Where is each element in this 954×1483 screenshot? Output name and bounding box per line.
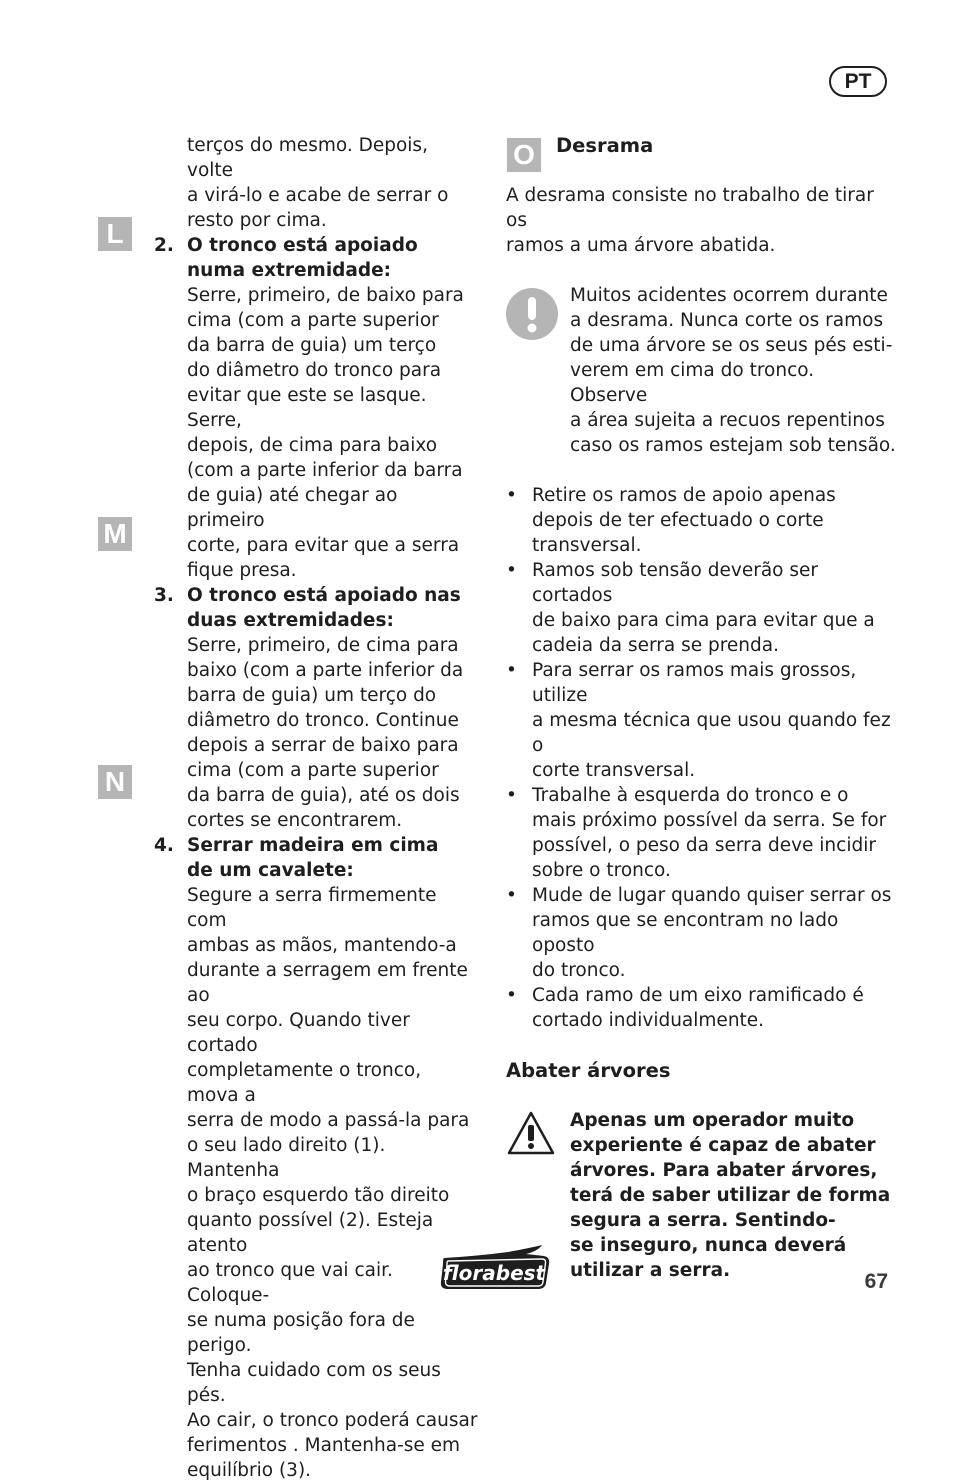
- list-item: [506, 658, 896, 783]
- text-line: o seu lado direito (1). Mantenha: [187, 1135, 386, 1181]
- step-4: [150, 833, 478, 1483]
- text-line: transversal.: [532, 535, 642, 556]
- text-line: a desrama. Nunca corte os ramos: [570, 310, 884, 331]
- text-line: cortes se encontrarem.: [187, 810, 403, 831]
- text-line: árvores. Para abater árvores,: [570, 1160, 878, 1181]
- text-line: Muitos acidentes ocorrem durante: [570, 285, 888, 306]
- text-line: depois a serrar de baixo para: [187, 735, 459, 756]
- step-title: O tronco está apoiado: [187, 235, 418, 256]
- text-line: • Mude de lugar quando quiser serrar os: [532, 885, 892, 906]
- text-line: o braço esquerdo tão direito: [187, 1185, 450, 1206]
- text-line: equilíbrio (3).: [187, 1460, 312, 1481]
- warning-triangle-icon: [506, 1110, 556, 1163]
- section-title-desrama: Desrama: [556, 134, 654, 157]
- text-line: completamente o tronco, mova a: [187, 1060, 422, 1106]
- exclamation-icon: [506, 288, 558, 347]
- warning-note: [506, 283, 896, 458]
- florabest-logo: [438, 1244, 552, 1296]
- step-title: de um cavalete:: [187, 860, 354, 881]
- text-line: cima (com a parte superior: [187, 760, 439, 781]
- text-line: da barra de guia), até os dois: [187, 785, 460, 806]
- text-line: diâmetro do tronco. Continue: [187, 710, 459, 731]
- marker-m: M: [98, 517, 132, 551]
- page-number: 67: [864, 1270, 888, 1293]
- text-line: da barra de guia) um terço: [187, 335, 437, 356]
- list-item: [506, 883, 896, 983]
- text-line: corte transversal.: [532, 760, 696, 781]
- language-badge: PT: [829, 66, 887, 97]
- text-line: caso os ramos estejam sob tensão.: [570, 435, 896, 456]
- text-line: segura a serra. Sentindo-: [570, 1210, 836, 1231]
- text-line: • Cada ramo de um eixo ramificado é: [532, 985, 864, 1006]
- step-number: 3.: [154, 585, 174, 606]
- step-title: O tronco está apoiado nas: [187, 585, 461, 606]
- text-line: se inseguro, nunca deverá: [570, 1235, 847, 1256]
- step-2: [150, 233, 478, 583]
- text-line: utilizar a serra.: [570, 1260, 731, 1281]
- text-line: Ao cair, o tronco poderá causar: [187, 1410, 478, 1431]
- text-line: durante a serragem em frente ao: [187, 960, 468, 1006]
- marker-o: O: [507, 138, 541, 172]
- text-line: se numa posição fora de perigo.: [187, 1310, 415, 1356]
- text-line: terá de saber utilizar de forma: [570, 1185, 891, 1206]
- text-line: • Retire os ramos de apoio apenas: [532, 485, 836, 506]
- list-item: [506, 483, 896, 558]
- step-number: 2.: [154, 235, 174, 256]
- right-column: [506, 133, 896, 1283]
- text-line: de baixo para cima para evitar que a: [532, 610, 875, 631]
- text-line: ferimentos . Mantenha-se em: [187, 1435, 461, 1456]
- text-line: serra de modo a passá-la para: [187, 1110, 470, 1131]
- text-line: Apenas um operador muito: [570, 1110, 855, 1131]
- text-line: do diâmetro do tronco para: [187, 360, 442, 381]
- text-line: cima (com a parte superior: [187, 310, 439, 331]
- logo-text: florabest: [442, 1261, 546, 1285]
- text-line: experiente é capaz de abater: [570, 1135, 876, 1156]
- text-line: verem em cima do tronco. Observe: [570, 360, 815, 406]
- text-line: Segure a serra firmemente com: [187, 885, 437, 931]
- step-number: 4.: [154, 835, 174, 856]
- list-item: [506, 558, 896, 658]
- text-line: depois de ter efectuado o corte: [532, 510, 824, 531]
- text-line: a mesma técnica que usou quando fez o: [532, 710, 891, 756]
- bullet-list: [506, 483, 896, 1033]
- text-line: ao tronco que vai cair. Coloque-: [187, 1260, 393, 1306]
- left-column: [150, 133, 478, 1483]
- text-line: a área sujeita a recuos repentinos: [570, 410, 885, 431]
- text-line: baixo (com a parte inferior da: [187, 660, 464, 681]
- section-title-abater: Abater árvores: [506, 1059, 671, 1082]
- step-3: [150, 583, 478, 833]
- text-line: depois, de cima para baixo: [187, 435, 438, 456]
- text-line: ramos a uma árvore abatida.: [506, 235, 776, 256]
- text-line: Tenha cuidado com os seus pés.: [187, 1360, 441, 1406]
- text-line: • Trabalhe à esquerda do tronco e o: [532, 785, 849, 806]
- step-title: duas extremidades:: [187, 610, 394, 631]
- text-line: a virá-lo e acabe de serrar o: [187, 185, 449, 206]
- danger-note: [506, 1108, 896, 1283]
- text-line: (com a parte inferior da barra: [187, 460, 463, 481]
- text-line: mais próximo possível da serra. Se for: [532, 810, 887, 831]
- text-line: do tronco.: [532, 960, 626, 981]
- text-line: resto por cima.: [187, 210, 327, 231]
- text-line: evitar que este se lasque. Serre,: [187, 385, 427, 431]
- text-line: cortado individualmente.: [532, 1010, 765, 1031]
- text-line: • Para serrar os ramos mais grossos, utilize: [532, 660, 857, 706]
- text-line: • Ramos sob tensão deverão ser cortados: [532, 560, 818, 606]
- text-line: corte, para evitar que a serra: [187, 535, 460, 556]
- step-title: numa extremidade:: [187, 260, 392, 281]
- text-line: quanto possível (2). Esteja atento: [187, 1210, 434, 1256]
- text-line: de guia) até chegar ao primeiro: [187, 485, 398, 531]
- marker-l: L: [98, 217, 132, 251]
- text-line: possível, o peso da serra deve incidir: [532, 835, 876, 856]
- text-line: barra de guia) um terço do: [187, 685, 437, 706]
- text-line: ramos que se encontram no lado oposto: [532, 910, 839, 956]
- marker-n: N: [98, 765, 132, 799]
- text-line: de uma árvore se os seus pés esti-: [570, 335, 893, 356]
- text-line: seu corpo. Quando tiver cortado: [187, 1010, 410, 1056]
- intro-paragraph: [150, 133, 478, 233]
- text-line: A desrama consiste no trabalho de tirar os: [506, 185, 874, 231]
- text-line: sobre o tronco.: [532, 860, 671, 881]
- step-title: Serrar madeira em cima: [187, 835, 439, 856]
- text-line: terços do mesmo. Depois, volte: [187, 135, 428, 181]
- text-line: fique presa.: [187, 560, 297, 581]
- list-item: [506, 983, 896, 1033]
- text-line: Serre, primeiro, de cima para: [187, 635, 459, 656]
- text-line: Serre, primeiro, de baixo para: [187, 285, 464, 306]
- text-line: ambas as mãos, mantendo-a: [187, 935, 457, 956]
- text-line: cadeia da serra se prenda.: [532, 635, 779, 656]
- list-item: [506, 783, 896, 883]
